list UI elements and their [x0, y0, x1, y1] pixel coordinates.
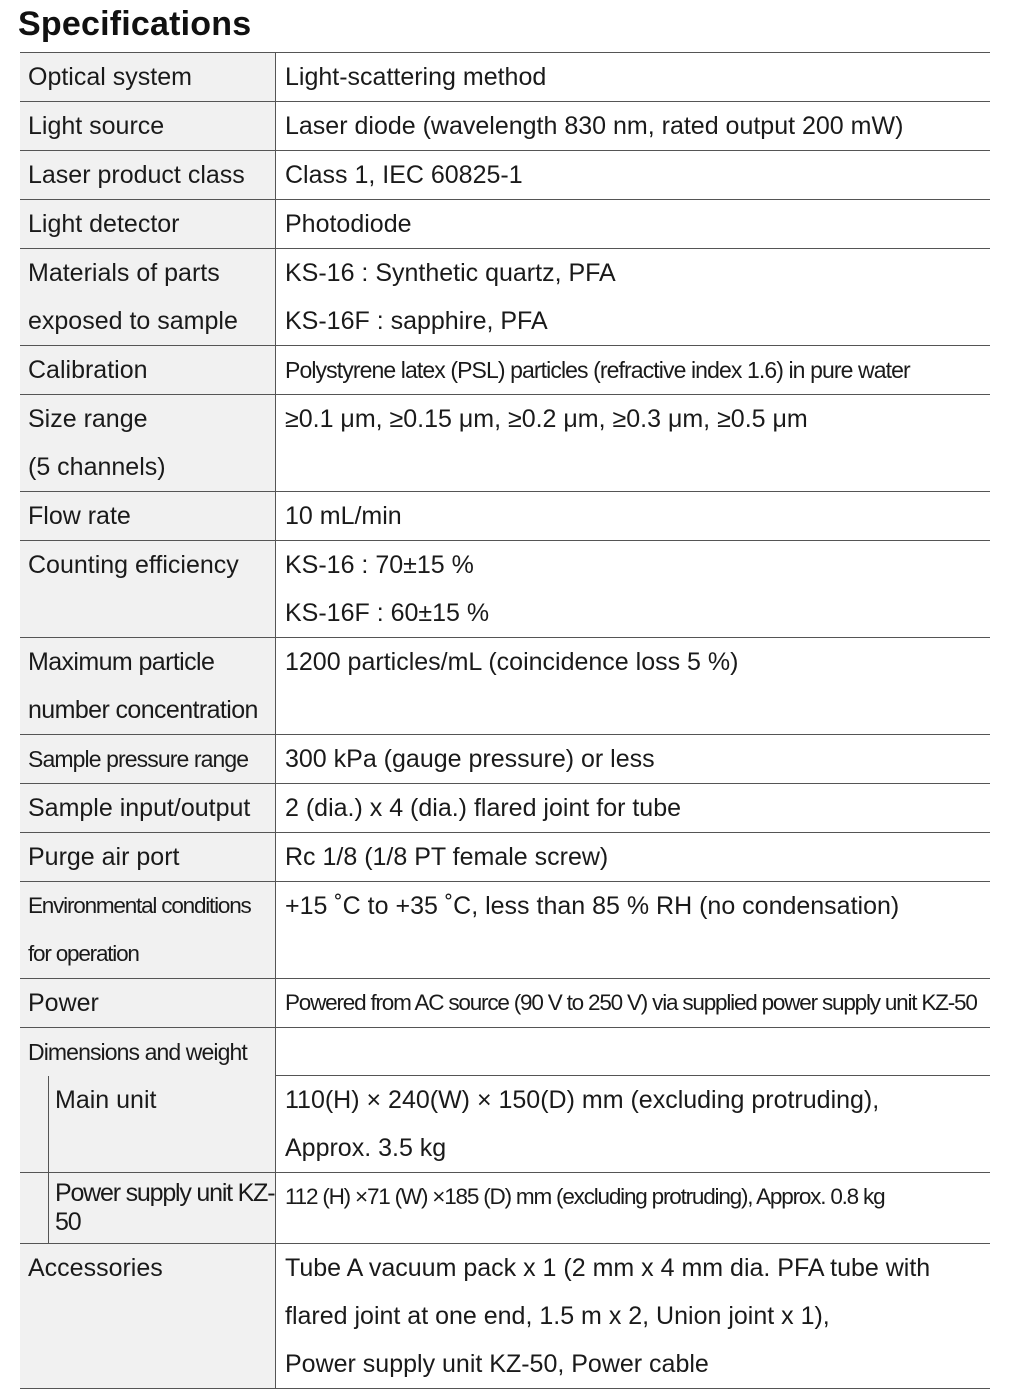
indent-spacer: [20, 1076, 49, 1172]
spec-row-environment: [20, 882, 990, 979]
sub-value-line: Approx. 3.5 kg: [285, 1134, 447, 1162]
row-label: [20, 395, 276, 491]
row-value-line: Tube A vacuum pack x 1 (2 mm x 4 mm dia. PFA tube with: [285, 1254, 931, 1282]
row-label: [20, 1244, 276, 1388]
row-label-line: Size range: [28, 405, 148, 433]
sub-label: Power supply unit KZ-50: [49, 1173, 276, 1243]
row-value: [276, 638, 990, 734]
row-label: [20, 249, 276, 345]
row-label: Light source: [20, 102, 276, 150]
row-value: Photodiode: [285, 210, 412, 238]
spec-row-light-source: [20, 102, 990, 151]
row-value: [276, 541, 990, 637]
row-label-line: Counting efficiency: [28, 551, 239, 579]
row-label-line: Environmental conditions: [28, 893, 251, 918]
row-value: 2 (dia.) x 4 (dia.) flared joint for tube: [285, 794, 682, 822]
spec-row-counting-efficiency: [20, 541, 990, 638]
row-label-line: Maximum particle: [28, 648, 215, 676]
row-label: [20, 541, 276, 637]
row-value: Powered from AC source (90 V to 250 V) via supplied power supply unit KZ-50: [285, 990, 977, 1015]
spec-row-flow-rate: [20, 492, 990, 541]
spec-row-pressure: [20, 735, 990, 784]
row-label-line: (5 channels): [28, 453, 166, 481]
row-value-line: KS-16F : sapphire, PFA: [285, 307, 548, 335]
row-value-line: +15 ˚C to +35 ˚C, less than 85 % RH (no condensation): [285, 892, 900, 920]
row-label-line: exposed to sample: [28, 307, 238, 335]
dimensions-psu: [20, 1172, 990, 1243]
row-value-line: Power supply unit KZ-50, Power cable: [285, 1350, 709, 1378]
row-value: [276, 882, 990, 978]
row-label: [20, 882, 276, 978]
row-value: 10 mL/min: [285, 502, 402, 530]
spec-row-laser-class: [20, 151, 990, 200]
dimensions-header: [20, 1028, 990, 1076]
sub-value-line: 110(H) × 240(W) × 150(D) mm (excluding protruding),: [285, 1086, 880, 1114]
row-label: Dimensions and weight: [20, 1028, 276, 1076]
row-label: Light detector: [20, 200, 276, 248]
spec-row-calibration: [20, 346, 990, 395]
row-value: Laser diode (wavelength 830 nm, rated output 200 mW): [285, 112, 904, 140]
spec-row-input-output: [20, 784, 990, 833]
row-value: Class 1, IEC 60825-1: [285, 161, 523, 189]
row-value: [276, 249, 990, 345]
page-title: Specifications: [18, 5, 252, 43]
sub-label-line: Main unit: [55, 1086, 157, 1114]
spec-row-optical-system: [20, 52, 990, 102]
row-label: Laser product class: [20, 151, 276, 199]
row-label: Flow rate: [20, 492, 276, 540]
spec-row-dimensions: [20, 1028, 990, 1244]
row-value-line: KS-16 : 70±15 %: [285, 551, 474, 579]
sub-label: [49, 1076, 276, 1172]
spec-row-accessories: [20, 1244, 990, 1389]
row-value: 300 kPa (gauge pressure) or less: [285, 745, 655, 773]
row-label-line: Accessories: [28, 1254, 163, 1282]
row-value-line: KS-16F : 60±15 %: [285, 599, 490, 627]
row-label: [20, 638, 276, 734]
row-value: Polystyrene latex (PSL) particles (refractive index 1.6) in pure water: [285, 357, 910, 383]
row-value: Rc 1/8 (1/8 PT female screw): [285, 843, 609, 871]
specifications-table: [20, 52, 990, 1389]
dimensions-main-unit: [20, 1076, 990, 1172]
row-label: Optical system: [20, 53, 276, 101]
row-value: Light-scattering method: [285, 63, 547, 91]
row-label-line: Materials of parts: [28, 259, 220, 287]
indent-spacer: [20, 1173, 49, 1243]
spec-row-purge: [20, 833, 990, 882]
row-label: Sample pressure range: [20, 735, 276, 783]
row-value: [276, 395, 990, 491]
row-value-line: 1200 particles/mL (coincidence loss 5 %): [285, 648, 739, 676]
row-label: Power: [20, 979, 276, 1027]
row-value-line: KS-16 : Synthetic quartz, PFA: [285, 259, 616, 287]
row-label-line: number concentration: [28, 696, 258, 724]
row-value-empty: [276, 1028, 990, 1076]
row-value-line: ≥0.1 μm, ≥0.15 μm, ≥0.2 μm, ≥0.3 μm, ≥0.5 μm: [285, 405, 808, 433]
spec-row-materials: [20, 249, 990, 346]
row-label: Sample input/output: [20, 784, 276, 832]
spec-row-max-concentration: [20, 638, 990, 735]
spec-row-power: [20, 979, 990, 1028]
row-value-line: flared joint at one end, 1.5 m x 2, Union joint x 1),: [285, 1302, 830, 1330]
row-label: Purge air port: [20, 833, 276, 881]
sub-value: 112 (H) ×71 (W) ×185 (D) mm (excluding protruding), Approx. 0.8 kg: [285, 1184, 885, 1209]
spec-row-light-detector: [20, 200, 990, 249]
row-label-line: for operation: [28, 941, 139, 966]
row-value: [276, 1244, 990, 1388]
row-label: Calibration: [20, 346, 276, 394]
spec-row-size-range: [20, 395, 990, 492]
sub-value: [276, 1076, 990, 1172]
